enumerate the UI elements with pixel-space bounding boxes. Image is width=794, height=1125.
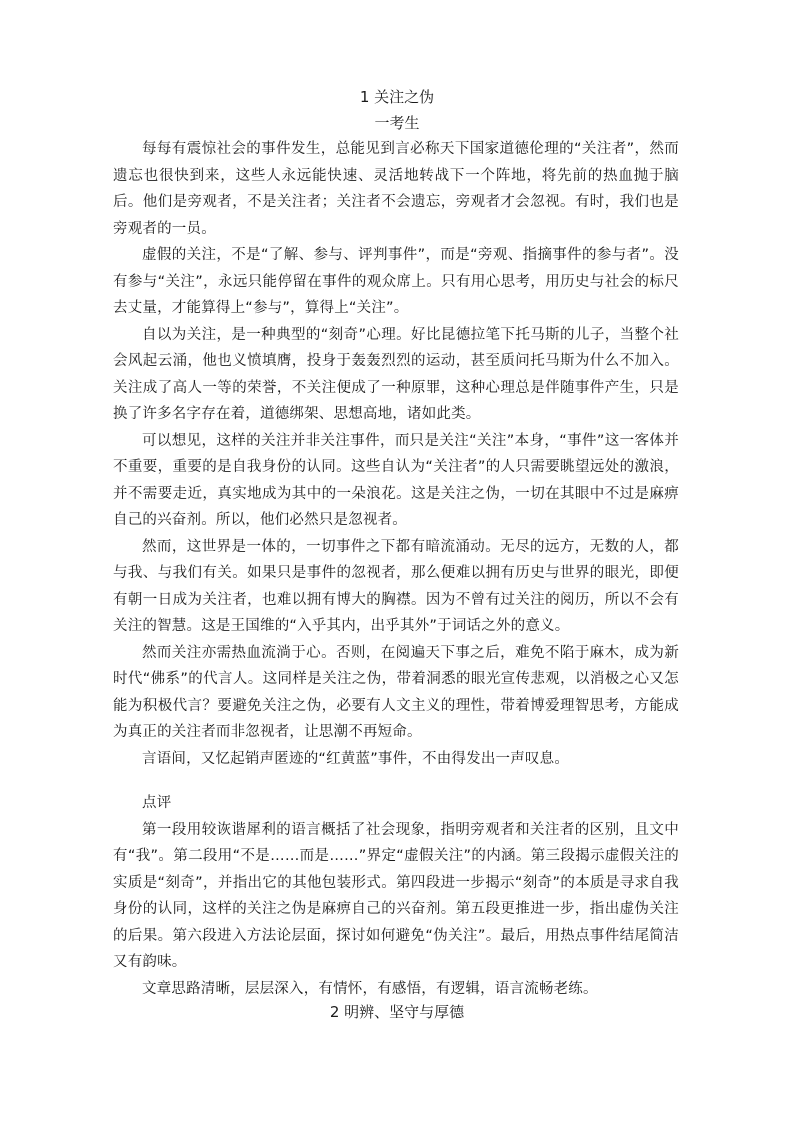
next-article-title: 2 明辨、坚守与厚德 — [329, 1003, 465, 1021]
article-title: 1 关注之伪 — [359, 88, 435, 106]
comment-label: 点评 — [142, 795, 172, 811]
body-paragraph-4: 可以想见，这样的关注并非关注事件，而只是关注“关注”本身，“事件”这一客体并不重要，重要的是自我身份的认同。这些自认为“关注者”的人只需要眺望远处的激浪，并不需要走近，真实地成为其中的一朵浪花。这是关注之伪，一切在其眼中不过是麻痹自己的兴奋剂。所以，他们必然只是忽视者。 — [113, 432, 679, 528]
body-paragraph-5: 然而，这世界是一体的，一切事件之下都有暗流涌动。无尽的远方，无数的人，都与我、与我们有关。如果只是事件的忽视者，那么便难以拥有历史与世界的眼光，即便有朝一日成为关注者，也难以拥有博大的胸襟。因为不曾有过关注的阅历，所以不会有关注的智慧。这是王国维的“入乎其内，出乎其外”于词话之外的意义。 — [113, 538, 679, 634]
article-body — [113, 136, 679, 772]
comment-section — [113, 790, 679, 1002]
article-author: 一考生 — [374, 114, 420, 132]
body-paragraph-7: 言语间，又忆起销声匿迹的“红黄蓝”事件，不由得发出一声叹息。 — [142, 750, 570, 767]
body-paragraph-6: 然而关注亦需热血流淌于心。否则，在阅遍天下事之后，难免不陷于麻木，成为新时代“佛系”的代言人。这同样是关注之伪，带着洞悉的眼光宣传悲观，以消极之心又怎能为积极代言？要避免关注之伪，必要有人文主义的理性，带着博爱理智思考，方能成为真正的关注者而非忽视者，让思潮不再短命。 — [113, 644, 679, 740]
body-paragraph-3: 自以为关注，是一种典型的“刻奇”心理。好比昆德拉笔下托马斯的儿子，当整个社会风起云涌，他也义愤填膺，投身于轰轰烈烈的运动，甚至质问托马斯为什么不加入。关注成了高人一等的荣誉，不关注便成了一种原罪，这种心理总是伴随事件产生，只是换了许多名字存在着，道德绑架、思想高地，诸如此类。 — [113, 326, 679, 422]
comment-paragraph-1: 第一段用较诙谐犀利的语言概括了社会现象，指明旁观者和关注者的区别，且文中有“我”。第二段用“不是……而是……”界定“虚假关注”的内涵。第三段揭示虚假关注的实质是“刻奇”，并指出它的其他包装形式。第四段进一步揭示“刻奇”的本质是寻求自我身份的认同，这样的关注之伪是麻痹自己的兴奋剂。第五段更推进一步，指出虚伪关注的后果。第六段进入方法论层面，探讨如何避免“伪关注”。最后，用热点事件结尾简洁又有韵味。 — [113, 821, 679, 970]
body-paragraph-2: 虚假的关注，不是“了解、参与、评判事件”，而是“旁观、指摘事件的参与者”。没有参与“关注”，永远只能停留在事件的观众席上。只有用心思考，用历史与社会的标尺去丈量，才能算得上“参与”，算得上“关注”。 — [113, 247, 679, 316]
comment-paragraph-2: 文章思路清晰，层层深入，有情怀，有感悟，有逻辑，语言流畅老练。 — [142, 980, 598, 997]
body-paragraph-1: 每每有震惊社会的事件发生，总能见到言必称天下国家道德伦理的“关注者”，然而遗忘也很快到来，这些人永远能快速、灵活地转战下一个阵地，将先前的热血抛于脑后。他们是旁观者，不是关注者；关注者不会遗忘，旁观者才会忽视。有时，我们也是旁观者的一员。 — [113, 141, 679, 237]
